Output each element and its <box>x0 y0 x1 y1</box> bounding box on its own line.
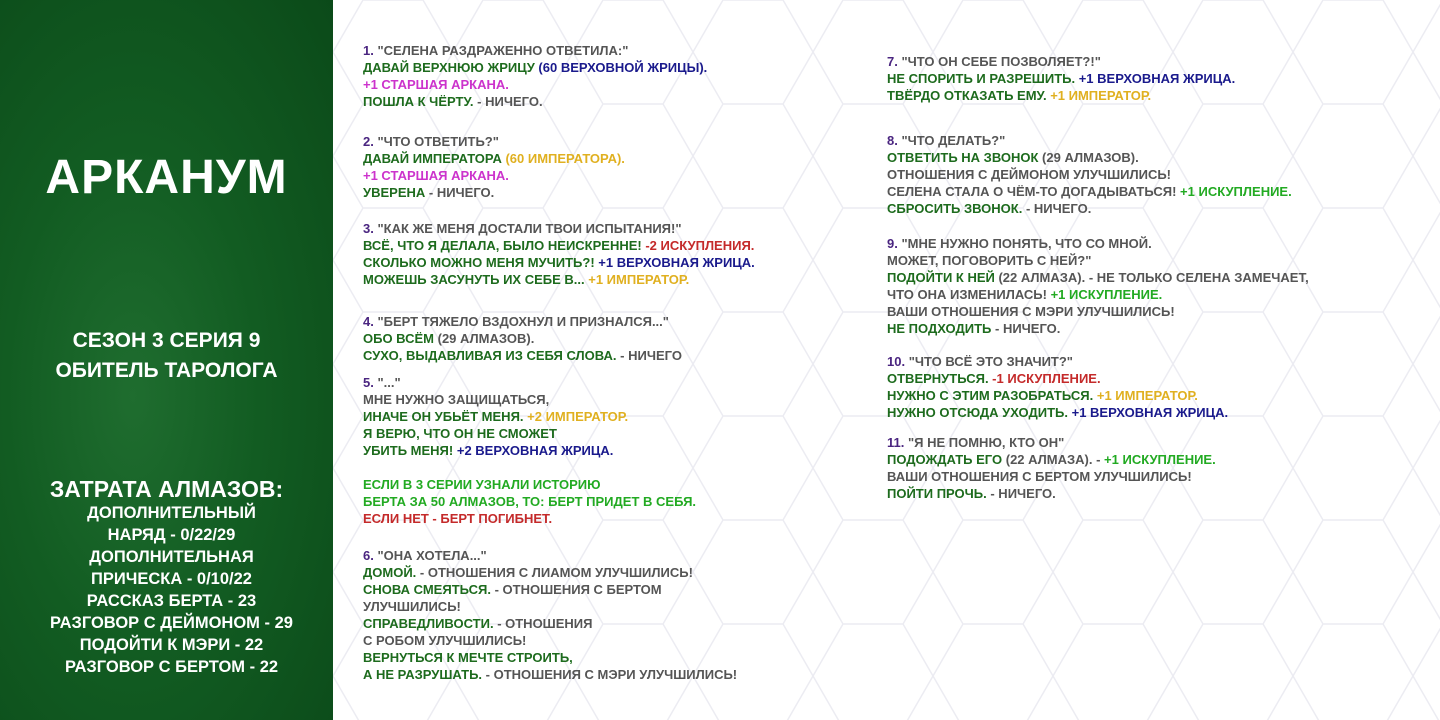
choice-text: +1 ВЕРХОВНАЯ ЖРИЦА. <box>1067 405 1229 420</box>
choice-text: (29 АЛМАЗОВ). <box>434 331 535 346</box>
choice-line <box>363 42 707 59</box>
choice-text: - НИЧЕГО. <box>1022 201 1092 216</box>
choice-line <box>887 320 1309 337</box>
choice-line <box>363 313 682 330</box>
choice-text: 1. <box>363 43 374 58</box>
choice-block-10 <box>887 353 1228 421</box>
choice-text: ТВЁРДО ОТКАЗАТЬ ЕМУ. <box>887 88 1047 103</box>
choice-text: "ЧТО ДЕЛАТЬ?" <box>901 133 1006 148</box>
choice-text: - ОТНОШЕНИЯ С МЭРИ УЛУЧШИЛИСЬ! <box>482 667 738 682</box>
choice-text: ОТВЕРНУТЬСЯ. <box>887 371 989 386</box>
choice-line <box>363 167 625 184</box>
choice-line <box>887 451 1216 468</box>
choice-text: +2 ВЕРХОВНАЯ ЖРИЦА. <box>453 443 614 458</box>
choice-text: -2 ИСКУПЛЕНИЯ. <box>641 238 755 253</box>
choice-block-8 <box>887 132 1292 217</box>
choice-line <box>887 485 1216 502</box>
choice-text: +1 ВЕРХОВНАЯ ЖРИЦА. <box>594 255 755 270</box>
choice-line <box>363 408 696 425</box>
choice-text: 2. <box>363 134 374 149</box>
choice-line <box>363 649 737 666</box>
choice-text: - ОТНОШЕНИЯ <box>493 616 593 631</box>
choice-text: +1 СТАРШАЯ АРКАНА. <box>363 168 509 183</box>
choice-text: +1 ИМПЕРАТОР. <box>584 272 690 287</box>
choice-text: 11. <box>887 435 905 450</box>
choice-text: (29 АЛМАЗОВ). <box>1038 150 1139 165</box>
choice-text: "СЕЛЕНА РАЗДРАЖЕННО ОТВЕТИЛА:" <box>377 43 629 58</box>
choice-text: ЧТО ОНА ИЗМЕНИЛАСЬ! <box>887 287 1047 302</box>
choice-text: ВАШИ ОТНОШЕНИЯ С МЭРИ УЛУЧШИЛИСЬ! <box>887 304 1175 319</box>
choice-line <box>363 254 755 271</box>
choice-text: МОЖЕШЬ ЗАСУНУТЬ ИХ СЕБЕ В... <box>363 272 585 287</box>
choice-line <box>363 133 625 150</box>
choice-line <box>363 391 696 408</box>
choice-text: ЕСЛИ НЕТ - БЕРТ ПОГИБНЕТ. <box>363 511 553 526</box>
choice-text: 5. <box>363 375 374 390</box>
choice-text: ДАВАЙ ВЕРХНЮЮ ЖРИЦУ <box>363 60 535 75</box>
choice-text: - НИЧЕГО. <box>991 321 1061 336</box>
season-label: СЕЗОН 3 СЕРИЯ 9 <box>72 329 261 352</box>
choices-column-left <box>363 0 863 720</box>
choice-text: (60 <box>534 60 561 75</box>
choice-text: - НИЧЕГО. <box>425 185 495 200</box>
choice-line <box>887 252 1309 269</box>
choice-text: "ОНА ХОТЕЛА..." <box>377 548 487 563</box>
choice-text: ПОШЛА К ЧЁРТУ. <box>363 94 474 109</box>
choice-text: НУЖНО ОТСЮДА УХОДИТЬ. <box>887 405 1068 420</box>
choice-line <box>363 150 625 167</box>
guide-content <box>333 0 1440 720</box>
choice-line <box>363 374 696 391</box>
choice-line <box>363 666 737 683</box>
choice-text: ЕСЛИ В 3 СЕРИИ УЗНАЛИ ИСТОРИЮ <box>363 477 601 492</box>
choice-text: ИНАЧЕ ОН УБЬЁТ МЕНЯ. <box>363 409 524 424</box>
choice-text: +1 ВЕРХОВНАЯ ЖРИЦА. <box>1075 71 1236 86</box>
choice-text: МОЖЕТ, ПОГОВОРИТЬ С НЕЙ?" <box>887 253 1092 268</box>
choice-text: - ОТНОШЕНИЯ С БЕРТОМ <box>491 582 662 597</box>
choice-line <box>887 269 1309 286</box>
choice-text: СУХО, ВЫДАВЛИВАЯ ИЗ СЕБЯ СЛОВА. <box>363 348 617 363</box>
choice-block-3 <box>363 220 755 288</box>
choice-text: НЕ СПОРИТЬ И РАЗРЕШИТЬ. <box>887 71 1076 86</box>
choice-block-2 <box>363 133 625 201</box>
choice-line <box>363 347 682 364</box>
choice-text: 10. <box>887 354 906 369</box>
choice-text: (22 АЛМАЗА). - <box>1002 452 1101 467</box>
choice-text: ВЕРХОВНОЙ ЖРИЦЫ <box>560 60 700 75</box>
choice-line <box>363 632 737 649</box>
choice-text: НЕ ПОДХОДИТЬ <box>887 321 992 336</box>
choice-line <box>887 353 1228 370</box>
choice-line <box>363 425 696 442</box>
choice-text: "Я НЕ ПОМНЮ, КТО ОН" <box>907 435 1065 450</box>
choice-block-1 <box>363 42 707 110</box>
episode-title: ОБИТЕЛЬ ТАРОЛОГА <box>55 359 278 382</box>
choice-line <box>363 330 682 347</box>
choice-line <box>363 220 755 237</box>
choice-block-5 <box>363 374 696 527</box>
choice-text: УВЕРЕНА <box>363 185 426 200</box>
choice-text: ОТНОШЕНИЯ С ДЕЙМОНОМ УЛУЧШИЛИСЬ! <box>887 167 1172 182</box>
choice-text: СЕЛЕНА СТАЛА О ЧЁМ-ТО ДОГАДЫВАТЬСЯ! <box>887 184 1177 199</box>
choice-text: +1 ИМПЕРАТОР. <box>1046 88 1152 103</box>
cost-item: НАРЯД - 0/22/29 <box>107 526 236 544</box>
choice-text: НУЖНО С ЭТИМ РАЗОБРАТЬСЯ. <box>887 388 1094 403</box>
choice-text: +1 ИСКУПЛЕНИЕ. <box>1176 184 1292 199</box>
choice-line <box>887 468 1216 485</box>
choice-block-6 <box>363 547 737 683</box>
choice-text: ПОЙТИ ПРОЧЬ. <box>887 486 987 501</box>
choice-line <box>887 53 1235 70</box>
choice-block-7 <box>887 53 1235 104</box>
episode-info <box>0 326 333 386</box>
choice-block-11 <box>887 434 1216 502</box>
choice-text: А НЕ РАЗРУШАТЬ. <box>363 667 483 682</box>
choice-text: УЛУЧШИЛИСЬ! <box>363 599 461 614</box>
choice-text: ОТВЕТИТЬ НА ЗВОНОК <box>887 150 1039 165</box>
choice-text: +2 ИМПЕРАТОР. <box>523 409 629 424</box>
choice-line <box>887 132 1292 149</box>
cost-item: ПОДОЙТИ К МЭРИ - 22 <box>79 636 264 654</box>
choice-line <box>887 183 1292 200</box>
choice-text: ПОДОЙТИ К НЕЙ <box>887 270 995 285</box>
choice-text: "ЧТО ВСЁ ЭТО ЗНАЧИТ?" <box>908 354 1073 369</box>
choice-text: +1 СТАРШАЯ АРКАНА. <box>363 77 509 92</box>
choice-text: +1 ИМПЕРАТОР. <box>1093 388 1198 403</box>
choice-text: 7. <box>887 54 898 69</box>
choice-line <box>887 70 1235 87</box>
choice-text: БЕРТА ЗА 50 АЛМАЗОВ, ТО: БЕРТ ПРИДЕТ В СЕБЯ. <box>363 494 697 509</box>
choice-line <box>887 434 1216 451</box>
choice-text: - НИЧЕГО. <box>986 486 1056 501</box>
choice-text: - НИЧЕГО <box>616 348 682 363</box>
choice-line <box>363 598 737 615</box>
choice-block-9 <box>887 235 1309 337</box>
choice-text: - НИЧЕГО. <box>473 94 543 109</box>
choice-line <box>363 493 696 510</box>
choice-text: МНЕ НУЖНО ЗАЩИЩАТЬСЯ, <box>363 392 550 407</box>
choice-line <box>363 581 737 598</box>
choice-line <box>363 237 755 254</box>
choice-line <box>363 510 696 527</box>
choice-text: "..." <box>377 375 401 390</box>
choice-line <box>887 166 1292 183</box>
choice-text: ВЕРНУТЬСЯ К МЕЧТЕ СТРОИТЬ, <box>363 650 573 665</box>
choice-text: ВАШИ ОТНОШЕНИЯ С БЕРТОМ УЛУЧШИЛИСЬ! <box>887 469 1192 484</box>
choice-text: +1 ИСКУПЛЕНИЕ. <box>1100 452 1216 467</box>
choice-text: "ЧТО ОН СЕБЕ ПОЗВОЛЯЕТ?!" <box>901 54 1101 69</box>
choice-block-4 <box>363 313 682 364</box>
choice-line <box>887 370 1228 387</box>
choice-line <box>363 184 625 201</box>
cost-item: РАЗГОВОР С БЕРТОМ - 22 <box>64 658 279 676</box>
choice-line <box>887 286 1309 303</box>
choice-text: СБРОСИТЬ ЗВОНОК. <box>887 201 1023 216</box>
choice-line <box>887 387 1228 404</box>
choice-text: ВСЁ, ЧТО Я ДЕЛАЛА, БЫЛО НЕИСКРЕННЕ! <box>363 238 642 253</box>
choice-text: 3. <box>363 221 374 236</box>
choice-text: (60 ИМПЕРАТОРА). <box>501 151 625 166</box>
choice-text: СПРАВЕДЛИВОСТИ. <box>363 616 494 631</box>
choice-line <box>887 149 1292 166</box>
choice-text: ДОМОЙ. <box>363 565 417 580</box>
choice-line <box>363 615 737 632</box>
choice-text: -1 ИСКУПЛЕНИЕ. <box>988 371 1101 386</box>
cost-item: ДОПОЛНИТЕЛЬНЫЙ <box>87 504 256 522</box>
choice-text: - ОТНОШЕНИЯ С ЛИАМОМ УЛУЧШИЛИСЬ! <box>416 565 693 580</box>
choice-text: 4. <box>363 314 374 329</box>
choice-text: СНОВА СМЕЯТЬСЯ. <box>363 582 491 597</box>
cost-item: РАЗГОВОР С ДЕЙМОНОМ - 29 <box>50 614 293 632</box>
choice-text: Я ВЕРЮ, ЧТО ОН НЕ СМОЖЕТ <box>363 426 557 441</box>
choice-line <box>887 235 1309 252</box>
diamond-cost-heading: ЗАТРАТА АЛМАЗОВ: <box>49 476 284 502</box>
choice-line <box>887 200 1292 217</box>
choice-text: С РОБОМ УЛУЧШИЛИСЬ! <box>363 633 527 648</box>
choice-text: ). <box>699 60 708 75</box>
choice-line <box>363 76 707 93</box>
choice-line <box>363 93 707 110</box>
choice-text: СКОЛЬКО МОЖНО МЕНЯ МУЧИТЬ?! <box>363 255 595 270</box>
choice-line <box>363 271 755 288</box>
choice-line <box>363 564 737 581</box>
choice-text: УБИТЬ МЕНЯ! <box>363 443 454 458</box>
choice-text: "МНЕ НУЖНО ПОНЯТЬ, ЧТО СО МНОЙ. <box>901 236 1152 251</box>
choices-column-right <box>887 0 1427 720</box>
choice-text: ПОДОЖДАТЬ ЕГО <box>887 452 1003 467</box>
choice-text: "КАК ЖЕ МЕНЯ ДОСТАЛИ ТВОИ ИСПЫТАНИЯ!" <box>377 221 682 236</box>
diamond-cost-list <box>0 502 343 678</box>
choice-text: 8. <box>887 133 898 148</box>
choice-line <box>363 442 696 459</box>
choice-text: "БЕРТ ТЯЖЕЛО ВЗДОХНУЛ И ПРИЗНАЛСЯ..." <box>377 314 669 329</box>
choice-text: +1 ИСКУПЛЕНИЕ. <box>1046 287 1163 302</box>
choice-line <box>363 476 696 493</box>
sidebar-panel <box>0 0 333 720</box>
choice-line <box>887 87 1235 104</box>
cost-item: РАССКАЗ БЕРТА - 23 <box>86 592 257 610</box>
choice-text: (22 АЛМАЗА). - НЕ ТОЛЬКО СЕЛЕНА ЗАМЕЧАЕТ, <box>994 270 1309 285</box>
choice-text: "ЧТО ОТВЕТИТЬ?" <box>377 134 499 149</box>
cost-item: ДОПОЛНИТЕЛЬНАЯ <box>89 548 254 566</box>
choice-line <box>887 404 1228 421</box>
choice-text: 6. <box>363 548 374 563</box>
game-title: АРКАНУМ <box>45 151 288 204</box>
choice-line <box>363 459 696 476</box>
choice-line <box>363 59 707 76</box>
choice-text: ДАВАЙ ИМПЕРАТОРА <box>363 151 502 166</box>
choice-line <box>887 303 1309 320</box>
cost-item: ПРИЧЕСКА - 0/10/22 <box>91 570 252 588</box>
choice-text: ОБО ВСЁМ <box>363 331 434 346</box>
choice-line <box>363 547 737 564</box>
choice-text: 9. <box>887 236 898 251</box>
